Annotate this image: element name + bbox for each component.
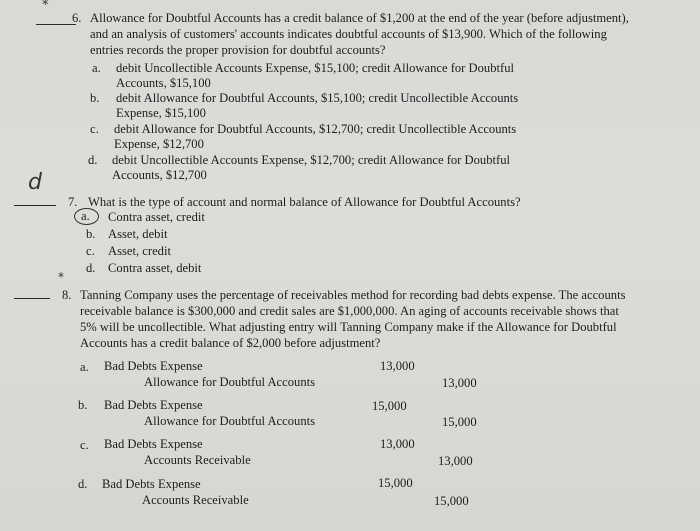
question-7-stem: What is the type of account and normal balance of Allowance for Doubtful Accounts?: [88, 195, 521, 209]
question-6-stem-line-2: and an analysis of customers' accounts indicates doubtful accounts of $13,900. Which of the following: [90, 27, 607, 41]
q8-option-c-credit-account: Accounts Receivable: [144, 453, 251, 467]
question-8-stem-line-1: Tanning Company uses the percentage of receivables method for recording bad debts expense. The accounts: [80, 288, 626, 302]
question-6-stem-line-1: Allowance for Doubtful Accounts has a credit balance of $1,200 at the end of the year (before adjustment),: [90, 11, 629, 25]
question-8-stem-line-4: Accounts has a credit balance of $2,000 before adjustment?: [80, 336, 381, 350]
q8-option-c-letter: c.: [80, 438, 89, 452]
star-mark-top: *: [42, 0, 49, 13]
q7-option-a-text: Contra asset, credit: [108, 210, 205, 224]
q8-option-c-credit-amount: 13,000: [438, 454, 473, 468]
question-8-stem-line-3: 5% will be uncollectible. What adjusting entry will Tanning Company make if the Allowance for Doubtful: [80, 320, 617, 334]
q7-option-c-letter: c.: [86, 244, 95, 258]
q8-option-d-credit-amount: 15,000: [434, 494, 469, 508]
q6-option-c-line-2: Expense, $12,700: [114, 137, 204, 151]
q8-option-b-credit-amount: 15,000: [442, 415, 477, 429]
q6-option-a-line-2: Accounts, $15,100: [116, 76, 211, 90]
q8-option-d-credit-account: Accounts Receivable: [142, 493, 249, 507]
q7-option-c-text: Asset, credit: [108, 244, 171, 258]
answer-blank-q6: [36, 24, 76, 25]
q8-option-b-letter: b.: [78, 398, 88, 412]
q6-option-a-letter: a.: [92, 61, 101, 75]
q6-option-b-line-1: debit Allowance for Doubtful Accounts, $15,100; credit Uncollectible Accounts: [116, 91, 519, 105]
q8-option-c-debit-amount: 13,000: [380, 437, 415, 451]
q6-option-c-letter: c.: [90, 122, 99, 136]
q8-option-a-credit-amount: 13,000: [442, 376, 477, 390]
q8-option-c-debit-account: Bad Debts Expense: [104, 437, 203, 451]
q6-option-b-line-2: Expense, $15,100: [116, 106, 206, 120]
q8-option-b-debit-amount: 15,000: [372, 399, 407, 413]
question-6-number: 6.: [72, 11, 82, 25]
q6-option-d-line-2: Accounts, $12,700: [112, 168, 207, 182]
q6-option-a-line-1: debit Uncollectible Accounts Expense, $15,100; credit Allowance for Doubtful: [116, 61, 514, 75]
q7-option-b-letter: b.: [86, 227, 96, 241]
q8-option-a-letter: a.: [80, 360, 89, 374]
q8-option-d-debit-amount: 15,000: [378, 476, 413, 490]
q6-option-d-letter: d.: [88, 153, 98, 167]
answer-blank-q8: [14, 298, 50, 299]
q6-option-d-line-1: debit Uncollectible Accounts Expense, $12,700; credit Allowance for Doubtful: [112, 153, 510, 167]
question-7-number: 7.: [68, 195, 78, 209]
q7-option-a-letter: a.: [81, 209, 90, 223]
question-8-number: 8.: [62, 288, 72, 302]
q8-option-a-credit-account: Allowance for Doubtful Accounts: [144, 375, 316, 389]
question-8-stem-line-2: receivable balance is $300,000 and credit sales are $1,000,000. An aging of accounts receivable shows that: [80, 304, 619, 318]
q6-option-c-line-1: debit Allowance for Doubtful Accounts, $12,700; credit Uncollectible Accounts: [114, 122, 517, 136]
star-mark-q8: *: [58, 270, 64, 284]
q8-option-d-letter: d.: [78, 477, 88, 491]
question-6-stem-line-3: entries records the proper provision for doubtful accounts?: [90, 43, 386, 57]
q7-option-d-text: Contra asset, debit: [108, 261, 202, 275]
q8-option-b-credit-account: Allowance for Doubtful Accounts: [144, 414, 316, 428]
q8-option-d-debit-account: Bad Debts Expense: [102, 477, 201, 491]
q8-option-a-debit-account: Bad Debts Expense: [104, 359, 203, 373]
q7-option-d-letter: d.: [86, 261, 96, 275]
q8-option-a-debit-amount: 13,000: [380, 359, 415, 373]
q7-option-b-text: Asset, debit: [108, 227, 168, 241]
q6-option-b-letter: b.: [90, 91, 100, 105]
q8-option-b-debit-account: Bad Debts Expense: [104, 398, 203, 412]
answer-blank-q7: [14, 205, 56, 206]
handwritten-answer-q7: d: [28, 170, 42, 195]
